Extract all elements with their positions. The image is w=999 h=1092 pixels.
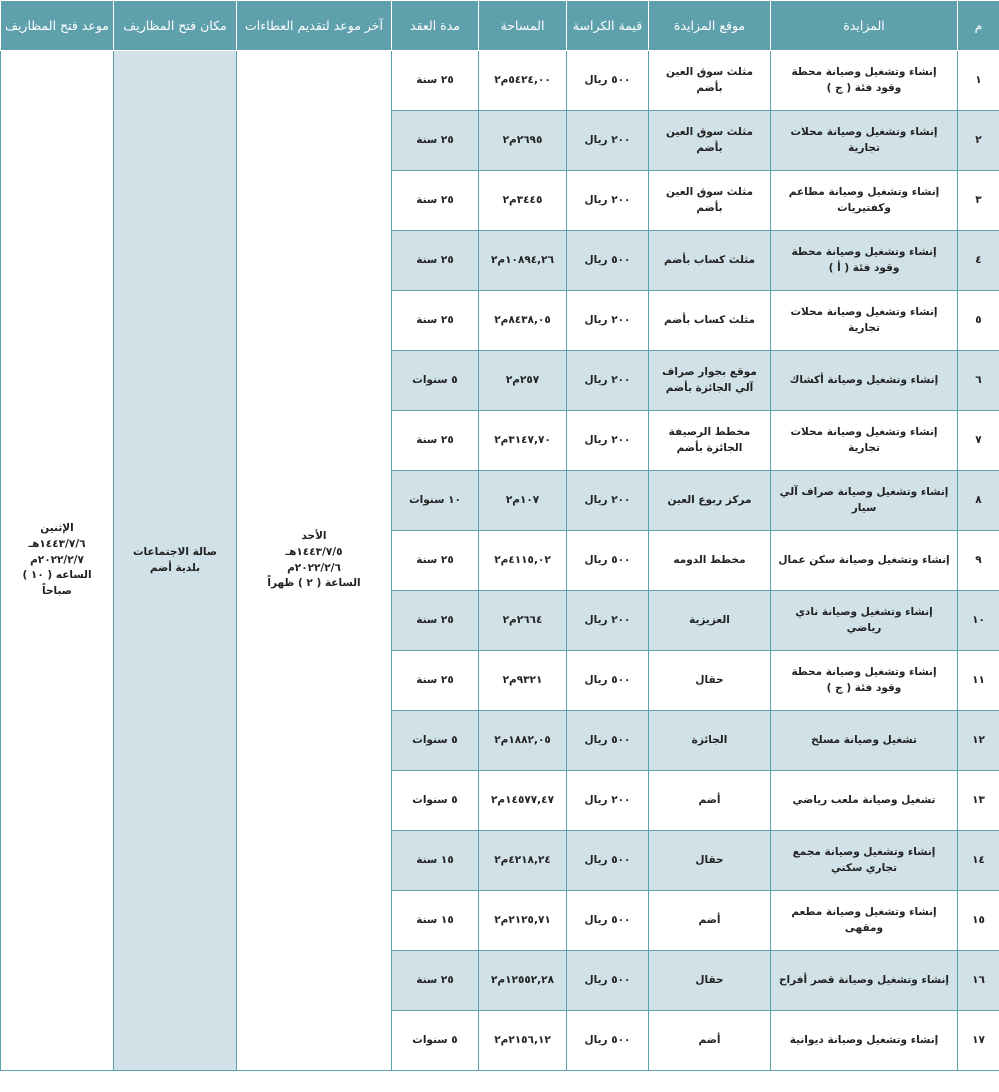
header-venue: مكان فتح المظاريف — [114, 1, 237, 51]
area: ١٠٧م٢ — [479, 471, 567, 531]
auction-name: إنشاء وتشغيل وصيانة محطة وقود فئة ( ج ) — [771, 651, 958, 711]
opening-day: الإثنين — [40, 522, 74, 535]
contract-duration: ٢٥ سنة — [392, 51, 479, 111]
row-number: ١٣ — [958, 771, 999, 831]
row-number: ١٤ — [958, 831, 999, 891]
header-auction: المزايدة — [771, 1, 958, 51]
deadline-time: الساعة ( ٢ ) ظهراً — [267, 577, 361, 590]
auction-location: الجائزة — [649, 711, 771, 771]
auction-location: مثلث كساب بأضم — [649, 231, 771, 291]
booklet-price: ٥٠٠ ريال — [567, 831, 649, 891]
contract-duration: ١٥ سنة — [392, 831, 479, 891]
auction-location: حقال — [649, 951, 771, 1011]
contract-duration: ٢٥ سنة — [392, 111, 479, 171]
area: ٢٥٧م٢ — [479, 351, 567, 411]
booklet-price: ٢٠٠ ريال — [567, 591, 649, 651]
auction-location: مركز ربوع العين — [649, 471, 771, 531]
area: ٣١٤٧,٧٠م٢ — [479, 411, 567, 471]
row-number: ١٢ — [958, 711, 999, 771]
auction-name: إنشاء وتشغيل وصيانة محلات تجارية — [771, 411, 958, 471]
contract-duration: ٢٥ سنة — [392, 171, 479, 231]
auction-location: موقع بجوار صراف آلي الجائزة بأضم — [649, 351, 771, 411]
header-deadline: آخر موعد لتقديم العطاءات — [237, 1, 392, 51]
area: ٢١٥٦,١٢م٢ — [479, 1011, 567, 1071]
header-booklet-price: قيمة الكراسة — [567, 1, 649, 51]
auction-name: إنشاء وتشغيل وصيانة محطة وقود فئة ( أ ) — [771, 231, 958, 291]
area: ١٤٥٧٧,٤٧م٢ — [479, 771, 567, 831]
contract-duration: ٥ سنوات — [392, 351, 479, 411]
booklet-price: ٢٠٠ ريال — [567, 471, 649, 531]
auction-name: إنشاء وتشغيل وصيانة مطاعم وكفتيريات — [771, 171, 958, 231]
booklet-price: ٥٠٠ ريال — [567, 951, 649, 1011]
auction-location: مثلث سوق العين بأضم — [649, 171, 771, 231]
auction-location: أضم — [649, 1011, 771, 1071]
booklet-price: ٢٠٠ ريال — [567, 171, 649, 231]
booklet-price: ٢٠٠ ريال — [567, 351, 649, 411]
contract-duration: ١٠ سنوات — [392, 471, 479, 531]
auction-name: تشغيل وصيانة مسلخ — [771, 711, 958, 771]
opening-date — [1, 51, 114, 1071]
area: ٣٤٤٥م٢ — [479, 171, 567, 231]
row-number: ٩ — [958, 531, 999, 591]
deadline-day: الأحد — [301, 530, 327, 542]
auction-name: إنشاء وتشغيل وصيانة محطة وقود فئة ( ج ) — [771, 51, 958, 111]
area: ٤٢١٨,٢٤م٢ — [479, 831, 567, 891]
header-area: المساحة — [479, 1, 567, 51]
opening-time: الساعه ( ١٠ ) صباحاً — [22, 569, 92, 598]
booklet-price: ٥٠٠ ريال — [567, 51, 649, 111]
opening-hijri-date: ١٤٤٣/٧/٦هـ — [28, 537, 86, 550]
row-number: ١ — [958, 51, 999, 111]
auction-location: مثلث سوق العين بأضم — [649, 111, 771, 171]
area: ٩٣٢١م٢ — [479, 651, 567, 711]
booklet-price: ٥٠٠ ريال — [567, 711, 649, 771]
area: ١٢٥٥٢,٢٨م٢ — [479, 951, 567, 1011]
row-number: ١١ — [958, 651, 999, 711]
area: ٢٦٦٤م٢ — [479, 591, 567, 651]
auction-location: أضم — [649, 771, 771, 831]
auction-name: إنشاء وتشغيل وصيانة ديوانية — [771, 1011, 958, 1071]
area: ٢١٢٥,٧١م٢ — [479, 891, 567, 951]
header-opening-date: موعد فتح المظاريف — [1, 1, 114, 51]
auction-location: أضم — [649, 891, 771, 951]
contract-duration: ٢٥ سنة — [392, 591, 479, 651]
contract-duration: ٥ سنوات — [392, 771, 479, 831]
row-number: ١٦ — [958, 951, 999, 1011]
contract-duration: ١٥ سنة — [392, 891, 479, 951]
area: ١٨٨٢,٠٥م٢ — [479, 711, 567, 771]
auction-location: مثلث كساب بأضم — [649, 291, 771, 351]
venue-municipality: بلدية أضم — [149, 561, 201, 574]
auction-location: مخطط الرصيفة الجائزة بأضم — [649, 411, 771, 471]
auction-location: العزيزية — [649, 591, 771, 651]
header-duration: مدة العقد — [392, 1, 479, 51]
auction-name: إنشاء وتشغيل وصيانة مطعم ومقهى — [771, 891, 958, 951]
auction-name: إنشاء وتشغيل وصيانة صراف آلي سيار — [771, 471, 958, 531]
table-row — [1, 51, 999, 111]
row-number: ٦ — [958, 351, 999, 411]
auction-name: إنشاء وتشغيل وصيانة محلات تجارية — [771, 291, 958, 351]
area: ٤١١٥,٠٢م٢ — [479, 531, 567, 591]
auction-location: مخطط الدومه — [649, 531, 771, 591]
booklet-price: ٢٠٠ ريال — [567, 771, 649, 831]
opening-gregorian-date: ٢٠٢٢/٢/٧م — [30, 553, 84, 566]
row-number: ١٠ — [958, 591, 999, 651]
booklet-price: ٢٠٠ ريال — [567, 111, 649, 171]
area: ١٠٨٩٤,٢٦م٢ — [479, 231, 567, 291]
auction-location: حقال — [649, 651, 771, 711]
venue-hall: صالة الاجتماعات — [133, 545, 217, 558]
booklet-price: ٥٠٠ ريال — [567, 231, 649, 291]
contract-duration: ٢٥ سنة — [392, 411, 479, 471]
area: ٥٤٢٤,٠٠م٢ — [479, 51, 567, 111]
booklet-price: ٥٠٠ ريال — [567, 1011, 649, 1071]
area: ٨٤٣٨,٠٥م٢ — [479, 291, 567, 351]
opening-venue — [114, 51, 237, 1071]
row-number: ٨ — [958, 471, 999, 531]
booklet-price: ٥٠٠ ريال — [567, 531, 649, 591]
submission-deadline — [237, 51, 392, 1071]
header-row — [1, 1, 999, 51]
auction-name: إنشاء وتشغيل وصيانة مجمع تجاري سكني — [771, 831, 958, 891]
auction-name: إنشاء وتشغيل وصيانة محلات تجارية — [771, 111, 958, 171]
area: ٢٦٩٥م٢ — [479, 111, 567, 171]
booklet-price: ٥٠٠ ريال — [567, 651, 649, 711]
booklet-price: ٢٠٠ ريال — [567, 411, 649, 471]
deadline-hijri-date: ١٤٤٣/٧/٥هـ — [285, 545, 343, 558]
contract-duration: ٥ سنوات — [392, 1011, 479, 1071]
auction-location: مثلث سوق العين بأضم — [649, 51, 771, 111]
row-number: ٣ — [958, 171, 999, 231]
row-number: ٧ — [958, 411, 999, 471]
row-number: ٢ — [958, 111, 999, 171]
header-location: موقع المزايدة — [649, 1, 771, 51]
contract-duration: ٢٥ سنة — [392, 291, 479, 351]
deadline-gregorian-date: ٢٠٢٢/٢/٦م — [287, 561, 341, 574]
booklet-price: ٥٠٠ ريال — [567, 891, 649, 951]
row-number: ١٧ — [958, 1011, 999, 1071]
contract-duration: ٢٥ سنة — [392, 231, 479, 291]
row-number: ٥ — [958, 291, 999, 351]
contract-duration: ٥ سنوات — [392, 711, 479, 771]
auction-name: إنشاء وتشغيل وصيانة أكشاك — [771, 351, 958, 411]
contract-duration: ٢٥ سنة — [392, 651, 479, 711]
auction-name: تشغيل وصيانة ملعب رياضي — [771, 771, 958, 831]
contract-duration: ٢٥ سنة — [392, 531, 479, 591]
auction-location: حقال — [649, 831, 771, 891]
row-number: ١٥ — [958, 891, 999, 951]
auction-name: إنشاء وتشغيل وصيانة قصر أفراح — [771, 951, 958, 1011]
auction-name: إنشاء وتشغيل وصيانة نادي رياضي — [771, 591, 958, 651]
row-number: ٤ — [958, 231, 999, 291]
booklet-price: ٢٠٠ ريال — [567, 291, 649, 351]
header-num: م — [958, 1, 999, 51]
contract-duration: ٢٥ سنة — [392, 951, 479, 1011]
auction-name: إنشاء وتشغيل وصيانة سكن عمال — [771, 531, 958, 591]
